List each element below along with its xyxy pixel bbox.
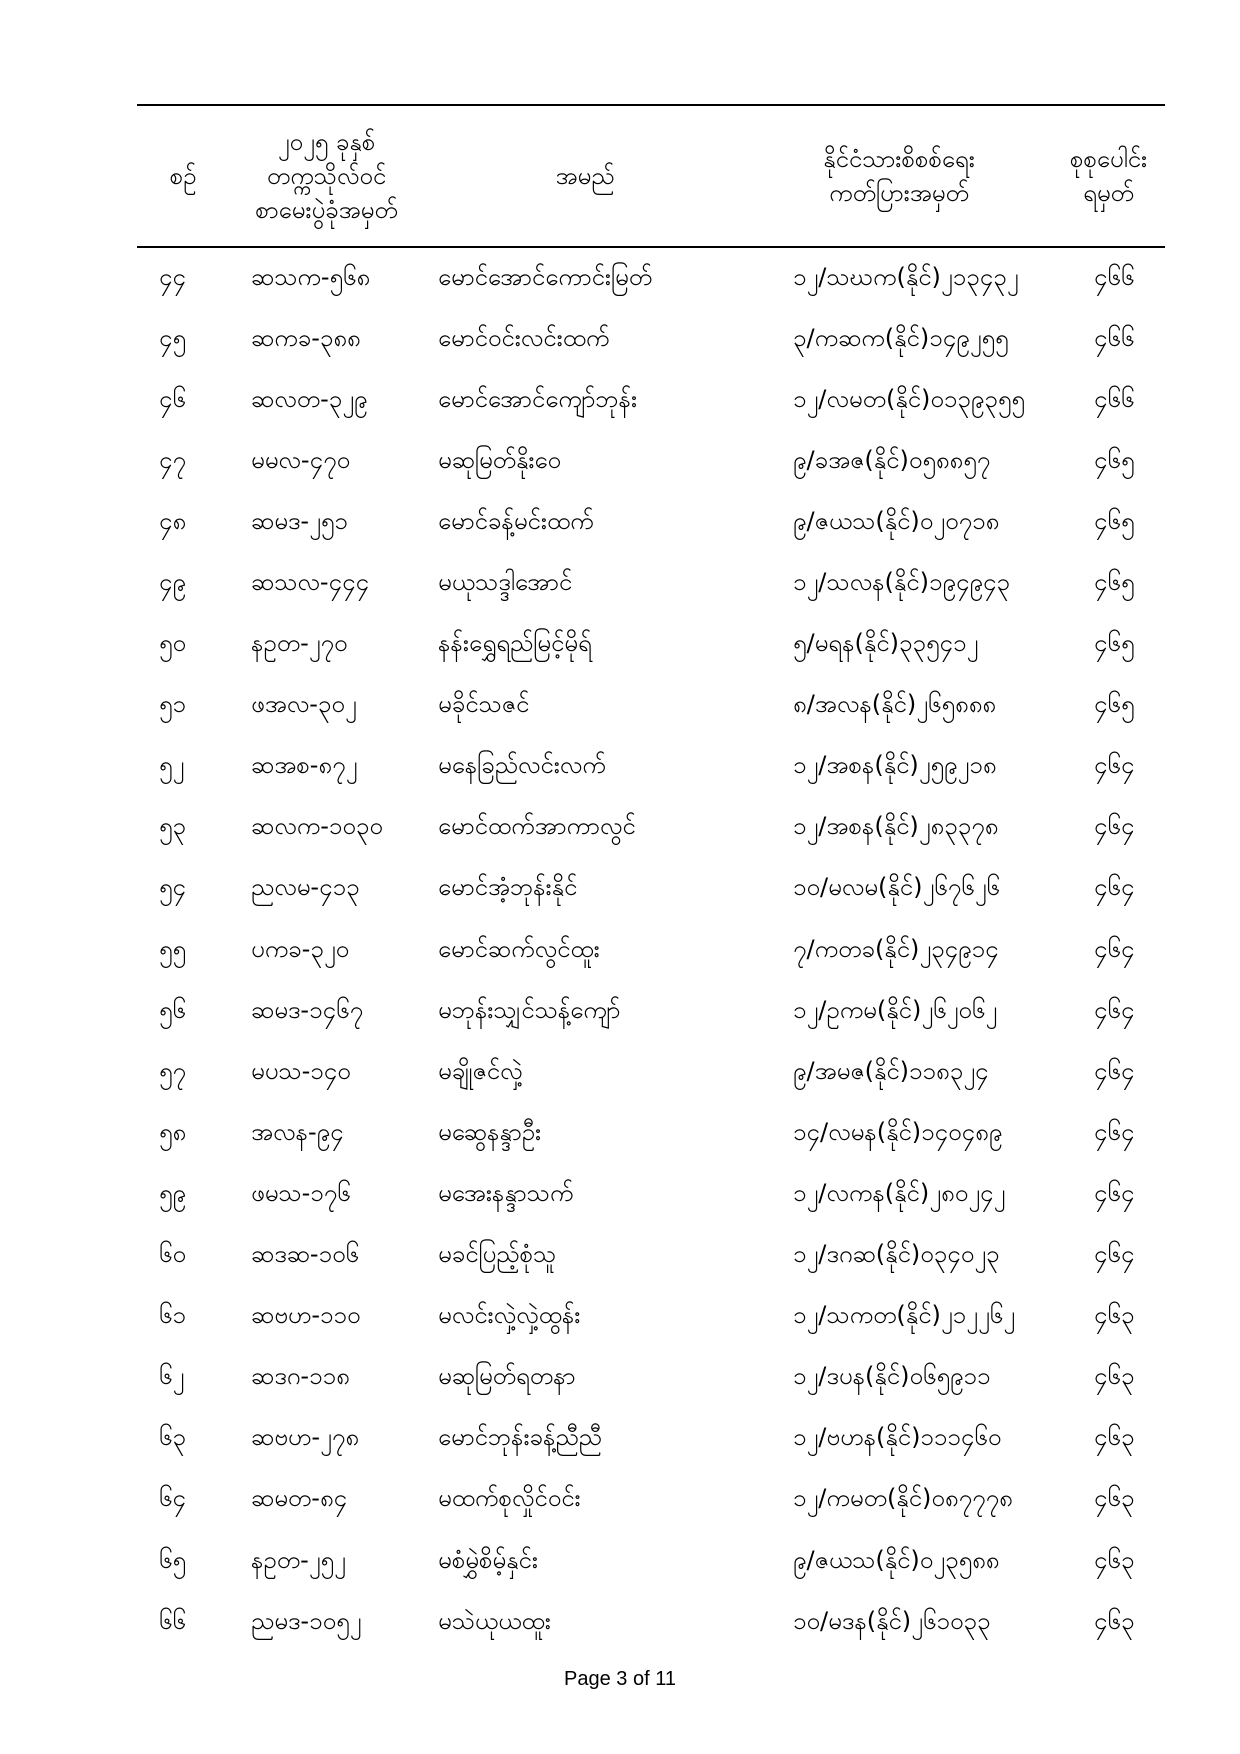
table-row (137, 1470, 1165, 1531)
cell-total-marks: ၄၆၅ (1094, 445, 1135, 474)
cell-seq: ၅၉ (159, 1178, 186, 1207)
cell-exam-roll-number: ဆကခ-၃၈၈ (251, 323, 361, 352)
table-row (137, 247, 1165, 309)
cell-exam-roll-number: ဖအလ-၃၀၂ (251, 690, 357, 719)
cell-total-marks: ၄၆၄ (1094, 1240, 1135, 1269)
cell-seq: ၄၉ (159, 568, 186, 597)
cell-nrc-number: ၁၂/ဥကမ(နိုင်)၂၆၂၀၆၂ (793, 995, 998, 1024)
cell-total-marks: ၄၆၄ (1094, 995, 1135, 1024)
cell-nrc-number: ၁၂/ဒဂဆ(နိုင်)၀၃၄၀၂၃ (793, 1240, 1000, 1269)
cell-name: မဘုန်းသျှင်သန့်ကျော် (438, 995, 621, 1024)
cell-name: မခိုင်သဇင် (438, 690, 530, 719)
cell-total-marks: ၄၆၅ (1094, 506, 1135, 535)
cell-nrc-number: ၃/ကဆက(နိုင်)၁၄၉၂၅၅ (793, 323, 1009, 352)
cell-nrc-number: ၁၂/သဃက(နိုင်)၂၁၃၄၃၂ (793, 262, 1019, 291)
cell-seq: ၅၅ (159, 934, 186, 963)
cell-total-marks: ၄၆၆ (1094, 323, 1135, 352)
cell-exam-roll-number: ဆဒဂ-၁၁၈ (251, 1362, 350, 1391)
table-row (137, 1287, 1165, 1348)
table-row (137, 553, 1165, 614)
table-row (137, 859, 1165, 920)
cell-name: မောင်အံ့ဘုန်းနိုင် (438, 873, 578, 902)
cell-exam-roll-number: ဆမဒ-၂၅၁ (251, 506, 348, 535)
cell-name: မောင်ဝင်းလင်းထက် (438, 323, 610, 352)
table-row (137, 798, 1165, 859)
cell-name: မဆုမြတ်ရတနာ (438, 1362, 576, 1391)
cell-name: မဆုမြတ်နိုးဝေ (438, 445, 562, 474)
cell-nrc-number: ၁၂/ကမတ(နိုင်)၀၈၇၇၇၈ (793, 1484, 1013, 1513)
header-total-marks: စုစုပေါင်း ရမှတ် (1052, 105, 1165, 247)
cell-exam-roll-number: မပသ-၁၄၀ (251, 1056, 351, 1085)
table-row (137, 737, 1165, 798)
cell-name: မောင်ခန့်မင်းထက် (438, 506, 594, 535)
cell-nrc-number: ၁၂/ဗဟန(နိုင်)၁၁၁၄၆၀ (793, 1423, 1002, 1452)
cell-exam-roll-number: ဆသလ-၄၄၄ (251, 568, 370, 597)
table-row (137, 1226, 1165, 1287)
cell-seq: ၆၄ (159, 1484, 186, 1513)
cell-nrc-number: ၈/အလန(နိုင်)၂၆၅၈၈၈ (793, 690, 997, 719)
cell-nrc-number: ၁၂/ဒပန(နိုင်)၀၆၅၉၁၁ (793, 1362, 991, 1391)
cell-exam-roll-number: ညလမ-၄၁၃ (251, 873, 360, 902)
cell-seq: ၆၁ (159, 1301, 186, 1330)
table-row (137, 492, 1165, 553)
cell-seq: ၄၆ (159, 384, 186, 413)
cell-seq: ၄၈ (159, 506, 187, 535)
table-row (137, 1164, 1165, 1225)
cell-seq: ၅၃ (159, 812, 186, 841)
cell-nrc-number: ၁၂/လကန(နိုင်)၂၈၀၂၄၂ (793, 1178, 1006, 1207)
table-row (137, 1042, 1165, 1103)
cell-total-marks: ၄၆၃ (1094, 1545, 1135, 1574)
cell-total-marks: ၄၆၆ (1094, 262, 1135, 291)
cell-name: မောင်ဘုန်းခန့်ညီညီ (438, 1423, 602, 1452)
cell-total-marks: ၄၆၄ (1094, 1178, 1135, 1207)
cell-seq: ၆၂ (159, 1362, 185, 1391)
cell-seq: ၅၂ (159, 751, 185, 780)
cell-name: မခင်ပြည့်စုံသူ (438, 1240, 557, 1269)
cell-total-marks: ၄၆၃ (1094, 1301, 1135, 1330)
results-table (137, 104, 1165, 1653)
cell-name: မအေးနန္ဒာသက် (438, 1178, 574, 1207)
cell-name: မထက်စုလှိုင်ဝင်း (438, 1484, 581, 1513)
cell-name: မောင်ဆက်လွင်ထူး (438, 934, 600, 963)
cell-name: မစံမွှဲစိမ့်နှင်း (438, 1545, 538, 1574)
cell-total-marks: ၄၆၄ (1094, 1117, 1135, 1146)
cell-name: မောင်ထက်အာကာလွင် (438, 812, 636, 841)
table-row (137, 1348, 1165, 1409)
cell-exam-roll-number: ပကခ-၃၂၀ (251, 934, 350, 963)
header-nrc-number: နိုင်ငံသားစိစစ်ရေး ကတ်ပြားအမှတ် (746, 105, 1052, 247)
cell-exam-roll-number: နဥတ-၂၇၀ (251, 629, 348, 658)
cell-total-marks: ၄၆၃ (1094, 1423, 1135, 1452)
cell-name: မောင်အောင်ကျော်ဘုန်း (438, 384, 638, 413)
header-row (137, 105, 1165, 247)
cell-name: မလင်းလှဲ့လှဲ့ထွန်း (438, 1301, 581, 1330)
cell-exam-roll-number: ညမဒ-၁၀၅၂ (251, 1606, 362, 1635)
cell-nrc-number: ၉/အမဇ(နိုင်)၁၁၈၃၂၄ (793, 1056, 989, 1085)
cell-nrc-number: ၅/မရန(နိုင်)၃၃၅၄၁၂ (793, 629, 979, 658)
cell-nrc-number: ၁၂/သလန(နိုင်)၁၉၄၉၄၃ (793, 568, 1010, 597)
table-row (137, 920, 1165, 981)
cell-total-marks: ၄၆၄ (1094, 1056, 1135, 1085)
cell-seq: ၅၀ (159, 629, 186, 658)
table-row (137, 309, 1165, 370)
cell-nrc-number: ၁၂/လမတ(နိုင်)၀၁၃၉၃၅၅ (793, 384, 1025, 413)
cell-seq: ၄၇ (159, 445, 186, 474)
cell-name: မယုသဒ္ဒါအောင် (438, 568, 573, 597)
cell-seq: ၆၃ (159, 1423, 186, 1452)
cell-seq: ၅၈ (159, 1117, 187, 1146)
cell-exam-roll-number: ဆလက-၁၀၃၀ (251, 812, 383, 841)
cell-nrc-number: ၇/ကတခ(နိုင်)၂၃၄၉၁၄ (793, 934, 999, 963)
cell-seq: ၅၄ (159, 873, 186, 902)
cell-total-marks: ၄၆၅ (1094, 629, 1135, 658)
cell-exam-roll-number: ဆအစ-၈၇၂ (251, 751, 358, 780)
table-row (137, 1592, 1165, 1653)
cell-exam-roll-number: ဆဒဆ-၁၀၆ (251, 1240, 360, 1269)
table-row (137, 1409, 1165, 1470)
cell-total-marks: ၄၆၄ (1094, 934, 1135, 963)
header-seq: စဉ် (137, 105, 229, 247)
cell-name: မနေခြည်လင်းလက် (438, 751, 606, 780)
table-row (137, 1103, 1165, 1164)
cell-total-marks: ၄၆၃ (1094, 1606, 1135, 1635)
cell-seq: ၄၄ (159, 262, 186, 291)
table-body (137, 247, 1165, 1653)
cell-total-marks: ၄၆၃ (1094, 1362, 1135, 1391)
cell-exam-roll-number: ဆလတ-၃၂၉ (251, 384, 368, 413)
table-row (137, 370, 1165, 431)
header-exam-roll-number: ၂၀၂၅ ခုနှစ် တက္ကသိုလ်ဝင် စာမေးပွဲခုံအမှတ် (229, 105, 424, 247)
cell-seq: ၅၇ (159, 1056, 186, 1085)
cell-seq: ၄၅ (159, 323, 186, 352)
cell-total-marks: ၄၆၅ (1094, 568, 1135, 597)
table-row (137, 676, 1165, 737)
cell-total-marks: ၄၆၃ (1094, 1484, 1135, 1513)
cell-exam-roll-number: ဆသက-၅၆၈ (251, 262, 371, 291)
cell-name: မောင်အောင်ကောင်းမြတ် (438, 262, 653, 291)
cell-total-marks: ၄၆၆ (1094, 384, 1135, 413)
cell-total-marks: ၄၆၄ (1094, 812, 1135, 841)
page-number: Page 3 of 11 (564, 1668, 676, 1690)
results-table-container (137, 104, 1165, 1653)
cell-nrc-number: ၁၂/အစန(နိုင်)၂၈၃၃၇၈ (793, 812, 999, 841)
cell-nrc-number: ၁၂/သကတ(နိုင်)၂၁၂၂၆၂ (793, 1301, 1016, 1330)
cell-seq: ၆၀ (159, 1240, 186, 1269)
cell-exam-roll-number: ဖမသ-၁၇၆ (251, 1178, 351, 1207)
cell-nrc-number: ၉/ဇယသ(နိုင်)၀၂၀၇၁၈ (793, 506, 1000, 535)
cell-name: မသဲယုယထူး (438, 1606, 551, 1635)
cell-seq: ၅၁ (159, 690, 186, 719)
cell-exam-roll-number: အလန-၉၄ (251, 1117, 344, 1146)
cell-nrc-number: ၉/ခအဇ(နိုင်)၀၅၈၈၅၇ (793, 445, 991, 474)
table-row (137, 981, 1165, 1042)
cell-nrc-number: ၁၀/မလမ(နိုင်)၂၆၇၆၂၆ (793, 873, 1001, 902)
cell-nrc-number: ၁၄/လမန(နိုင်)၁၄၀၄၈၉ (793, 1117, 1003, 1146)
cell-seq: ၅၆ (159, 995, 186, 1024)
cell-name: နန်းရွှေရည်မြင့်မိုရ် (438, 629, 592, 658)
cell-total-marks: ၄၆၄ (1094, 873, 1135, 902)
cell-total-marks: ၄၆၄ (1094, 751, 1135, 780)
table-row (137, 1531, 1165, 1592)
cell-exam-roll-number: မမလ-၄၇၀ (251, 445, 351, 474)
cell-name: မဆွေနန္ဒာဦး (438, 1117, 542, 1146)
cell-exam-roll-number: ဆဗဟ-၁၁၀ (251, 1301, 361, 1330)
cell-nrc-number: ၁၀/မဒန(နိုင်)၂၆၁၀၃၃ (793, 1606, 991, 1635)
table-row (137, 431, 1165, 492)
cell-exam-roll-number: ဆဗဟ-၂၇၈ (251, 1423, 360, 1452)
cell-nrc-number: ၁၂/အစန(နိုင်)၂၅၉၂၁၈ (793, 751, 997, 780)
header-name: အမည် (424, 105, 746, 247)
cell-exam-roll-number: ဆမဒ-၁၄၆၇ (251, 995, 364, 1024)
cell-nrc-number: ၉/ဇယသ(နိုင်)၀၂၃၅၈၈ (793, 1545, 1000, 1574)
cell-seq: ၆၅ (159, 1545, 186, 1574)
cell-exam-roll-number: ဆမတ-၈၄ (251, 1484, 348, 1513)
table-row (137, 615, 1165, 676)
cell-seq: ၆၆ (159, 1606, 186, 1635)
cell-exam-roll-number: နဥတ-၂၅၂ (251, 1545, 346, 1574)
cell-total-marks: ၄၆၅ (1094, 690, 1135, 719)
table-header (137, 105, 1165, 247)
cell-name: မချိုဇင်လှဲ့ (438, 1056, 523, 1085)
